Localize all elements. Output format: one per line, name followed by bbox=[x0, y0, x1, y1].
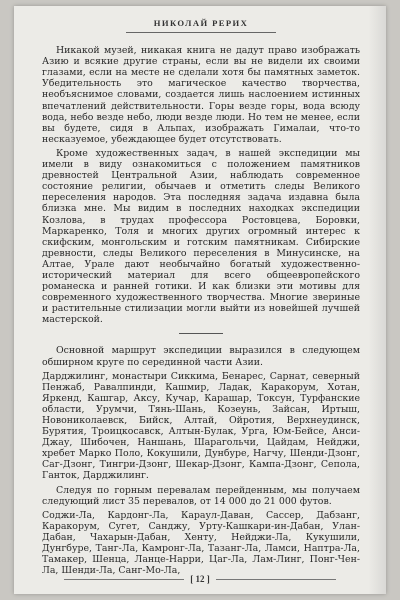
footer-rule-right bbox=[216, 579, 336, 580]
route-places-list: Дарджилинг, монастыри Сиккима, Бенарес, Сарнат, северный Пенжаб, Равалпинди, Кашмир, Ладак, Каракорум, Хотан, Яркенд, Кашгар, Аксу, Кучар, Карашар, Токсун, Турфанские области, Урумчи, Тянь-Шань, Козеунь, Зайсан, Иртыш, Новониколаевск, Бийск, Алтай, Ойротия, Верхнеудинск, Бурятия, Троицкосавск, Алтын-Булак, Урга, Юм-Бейсе, Анси-Джау, Шибочен, Наншань, Шарагольчи, Цайдам, Нейджи, хребет Марко Поло, Кокушили, Дунбуре, Нагчу, Шенди-Дзонг, Саг-Дзонг, Тингри-Дзонг, Шекар-Дзонг, Кампа-Дзонг, Сепола, Ганток, Дарджилинг. bbox=[42, 370, 360, 482]
page-number: 12 bbox=[195, 574, 205, 584]
running-head: НИКОЛАЙ РЕРИХ bbox=[126, 18, 276, 33]
paragraph-museum: Никакой музей, никакая книга не дадут право изображать Азию и всякие другие страны, если вы не видели их своими глазами, если на месте не сделали хотя бы памятных заметок. Убедительность это магическое качество творчества, необъяснимое словами, создается лишь наслоением истинных впечатлений действительности. Горы везде горы, вода всюду вода, небо везде небо, люди везде люди. Но тем не менее, если вы будете, сидя в Альпах, изображать Гималаи, что-то несказуемое, убеждающее будет отсутствовать. bbox=[42, 45, 360, 145]
book-page bbox=[14, 6, 386, 594]
passes-list: Соджи-Ла, Кардонг-Ла, Караул-Даван, Сассер, Дабзанг, Каракорум, Сугет, Санджу, Урту-Кашкари-ин-Дабан, Улан-Дабан, Чахарын-Дабан, Хенту, Нейджи-Ла, Кукушили, Дунгбуре, Танг-Ла, Камронг-Ла, Тазанг-Ла, Ламси, Наптра-Ла, Тамакер, Шенца, Ланце-Нарри, Цаг-Ла, Лам-Линг, Понг-Чен-Ла, Шенди-Ла, Санг-Мо-Ла, bbox=[42, 509, 360, 577]
footer-rule-left bbox=[64, 579, 184, 580]
paragraph-route-intro: Основной маршрут экспедиции выразился в следующем обширном круге по серединной части Азии. bbox=[42, 345, 360, 368]
page-gutter-shadow bbox=[368, 6, 386, 594]
page-content bbox=[42, 18, 360, 579]
paragraph-expedition-tasks: Кроме художественных задач, в нашей экспедиции мы имели в виду ознакомиться с положением памятников древностей Центральной Азии, наблюдать современное состояние религии, обычаев и отметить следы Великого переселения народов. Эта последняя задача издавна была близка мне. Мы видим в последних находках экспедиции Козлова, в трудах профессора Ростовцева, Боровки, Маркаренко, Толя и многих других огромный интерес к скифским, монгольским и готским памятникам. Сибирские древности, следы Великого переселения в Минусинске, на Алтае, Урале дают необычайно богатый художественно-исторический материал для всего общеевропейского романеска и ранней готики. И как близки эти мотивы для современного художественного творчества. Многие звериные и растительные стилизации могли выйти из новейшей лучшей мастерской. bbox=[42, 147, 360, 326]
page-footer: [ 12 ] bbox=[14, 574, 386, 584]
paragraph-passes-intro: Следуя по горным перевалам перейденным, мы получаем следующий лист 35 перевалов, от 14 000 до 21 000 футов. bbox=[42, 484, 360, 507]
section-divider bbox=[179, 333, 223, 334]
